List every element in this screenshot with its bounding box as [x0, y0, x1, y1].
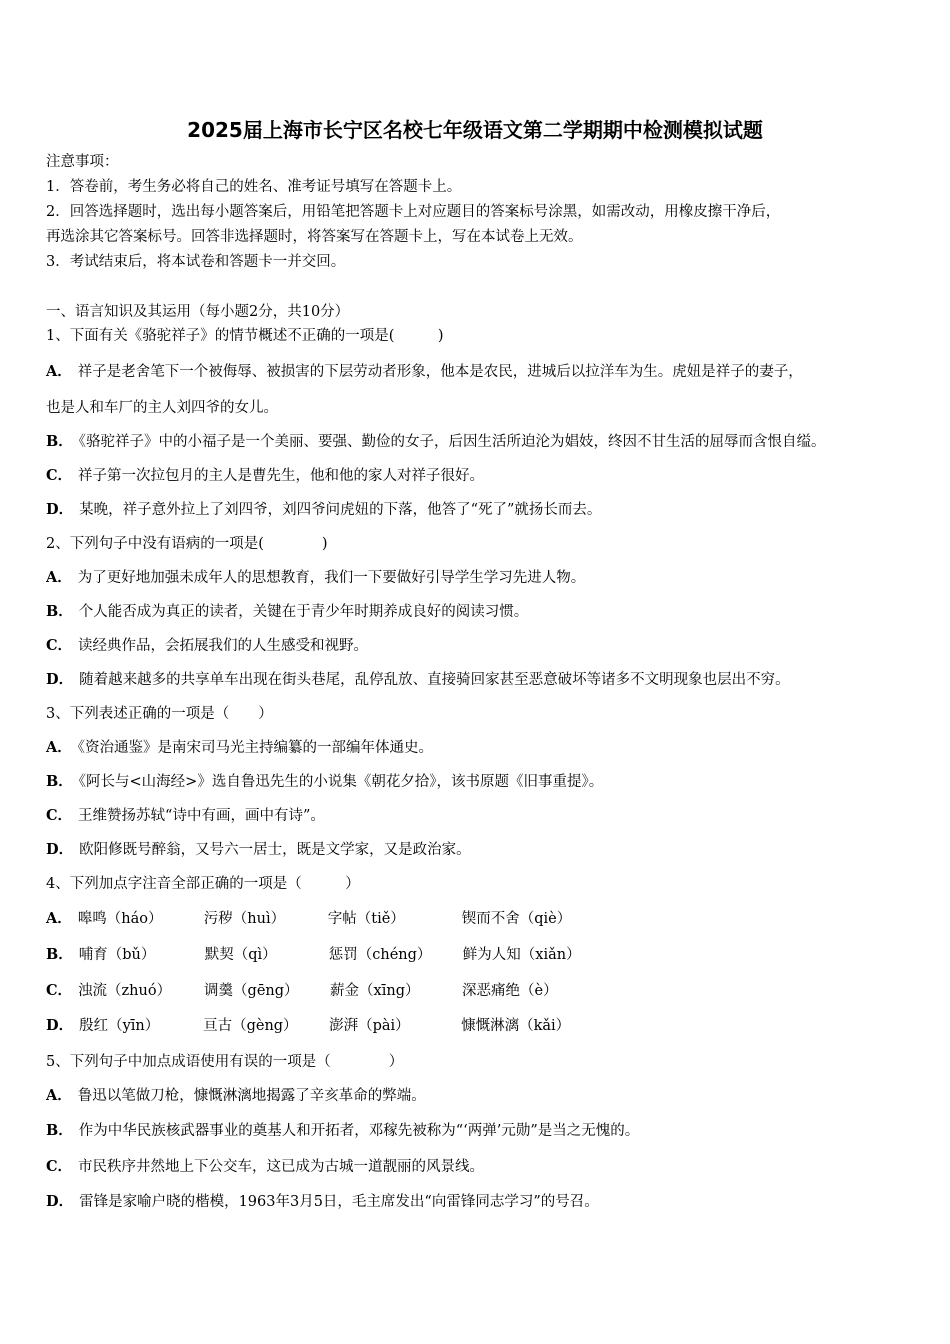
word-2: 亘古（gèng）	[203, 1018, 298, 1034]
question-2-option-a	[46, 568, 585, 588]
note-item-2: 2．回答选择题时，选出每小题答案后，用铅笔把答题卡上对应题目的答案标号涂黑，如需改动，用橡皮擦干净后，	[46, 204, 781, 220]
question-1-option-d	[46, 500, 601, 520]
question-1-option-a	[46, 362, 803, 382]
option-label: B．	[46, 603, 73, 620]
option-text: 市民秩序井然地上下公交车，这已成为古城一道靓丽的风景线。	[78, 1159, 485, 1175]
option-label: A．	[46, 1087, 72, 1104]
option-label: C．	[46, 467, 73, 484]
word-2: 默契（qì）	[204, 947, 277, 963]
option-text: 鲁迅以笔做刀枪，慷慨淋漓地揭露了辛亥革命的弊端。	[77, 1088, 426, 1104]
option-text: 《骆驼祥子》中的小福子是一个美丽、要强、勤俭的女子，后因生活所迫沦为娼妓，终因不甘生活的屈辱而含恨自缢。	[78, 434, 826, 450]
question-3-option-b	[46, 772, 603, 792]
word-4: 鲜为人知（xiǎn）	[462, 947, 581, 963]
question-3-option-d	[46, 840, 471, 860]
note-item-1: 1．答卷前，考生务必将自己的姓名、准考证号填写在答题卡上。	[46, 179, 462, 195]
option-label: C．	[46, 637, 73, 654]
option-text: 某晚，祥子意外拉上了刘四爷，刘四爷问虎妞的下落，他答了“死了”就扬长而去。	[79, 502, 602, 518]
option-label: D．	[46, 841, 74, 858]
question-4-stem: 4、下列加点字注音全部正确的一项是（ ）	[46, 876, 360, 892]
question-4-option-d	[46, 1016, 570, 1036]
question-4-option-b	[46, 945, 581, 965]
word-4: 锲而不舍（qiè）	[461, 911, 572, 927]
section-heading: 一、语言知识及其运用（每小题2分，共10分）	[46, 304, 350, 320]
note-item-3: 3．考试结束后，将本试卷和答题卡一并交回。	[46, 254, 346, 270]
word-2: 污秽（huì）	[203, 911, 286, 927]
option-label: A．	[46, 910, 72, 927]
option-text: 《阿长与<山海经>》选自鲁迅先生的小说集《朝花夕拾》，该书原题《旧事重提》。	[78, 774, 604, 790]
option-label: C．	[46, 807, 73, 824]
option-text: 《资治通鉴》是南宋司马光主持编纂的一部编年体通史。	[77, 740, 434, 756]
question-5-option-d	[46, 1192, 599, 1212]
option-text: 欧阳修既号醉翁，又号六一居士，既是文学家，又是政治家。	[79, 842, 471, 858]
option-text: 王维赞扬苏轼“诗中有画，画中有诗”。	[78, 808, 325, 824]
question-5-stem: 5、下列句子中加点成语使用有误的一项是（ ）	[46, 1054, 404, 1070]
question-1-option-c	[46, 466, 484, 486]
word-4: 深恶痛绝（è）	[462, 983, 558, 999]
option-text: 祥子第一次拉包月的主人是曹先生，他和他的家人对祥子很好。	[78, 468, 485, 484]
question-5-option-b	[46, 1121, 639, 1141]
option-text: 读经典作品，会拓展我们的人生感受和视野。	[78, 638, 369, 654]
question-5-option-a	[46, 1086, 426, 1106]
option-label: A．	[46, 739, 72, 756]
option-label: B．	[46, 433, 73, 450]
option-label: B．	[46, 773, 73, 790]
option-label: D．	[46, 1017, 74, 1034]
notes-heading: 注意事项：	[46, 154, 119, 170]
question-4-option-a	[46, 909, 571, 929]
word-2: 调羹（gēng）	[204, 983, 299, 999]
question-2-stem: 2、下列句子中没有语病的一项是( )	[46, 536, 328, 552]
question-2-option-c	[46, 636, 368, 656]
word-3: 薪金（xīng）	[330, 983, 420, 999]
question-3-option-a	[46, 738, 433, 758]
option-text: 雷锋是家喻户晓的楷模，1963年3月5日，毛主席发出“向雷锋同志学习”的号召。	[79, 1194, 599, 1210]
option-label: C．	[46, 982, 73, 999]
word-1: 殷红（yīn）	[79, 1018, 160, 1034]
word-1: 嗥鸣（háo）	[77, 911, 163, 927]
option-label: A．	[46, 363, 72, 380]
word-4: 慷慨淋漓（kǎi）	[461, 1018, 571, 1034]
option-text: 祥子是老舍笔下一个被侮辱、被损害的下层劳动者形象，他本是农民，进城后以拉洋车为生。虎妞是祥子的妻子，	[77, 364, 803, 380]
option-label: D．	[46, 1193, 74, 1210]
option-label: B．	[46, 946, 73, 963]
question-4-option-c	[46, 981, 558, 1001]
word-1: 哺育（bǔ）	[78, 947, 156, 963]
word-3: 惩罚（chéng）	[328, 947, 432, 963]
option-label: B．	[46, 1122, 73, 1139]
option-label: C．	[46, 1158, 73, 1175]
question-5-option-c	[46, 1157, 484, 1177]
option-text: 作为中华民族核武器事业的奠基人和开拓者，邓稼先被称为“‘两弹’元勋”是当之无愧的。	[78, 1123, 640, 1139]
word-3: 字帖（tiě）	[327, 911, 405, 927]
question-1-option-b	[46, 432, 826, 452]
word-3: 澎湃（pài）	[329, 1018, 410, 1034]
option-label: D．	[46, 671, 74, 688]
page-title: 2025届上海市长宁区名校七年级语文第二学期期中检测模拟试题	[187, 118, 763, 142]
question-1-stem: 1、下面有关《骆驼祥子》的情节概述不正确的一项是( )	[46, 328, 444, 344]
question-2-option-b	[46, 602, 528, 622]
word-1: 浊流（zhuó）	[78, 983, 172, 999]
option-label: D．	[46, 501, 74, 518]
option-text: 个人能否成为真正的读者，关键在于青少年时期养成良好的阅读习惯。	[78, 604, 529, 620]
question-3-option-c	[46, 806, 325, 826]
note-item-2-cont: 再选涂其它答案标号。回答非选择题时，将答案写在答题卡上，写在本试卷上无效。	[46, 229, 583, 245]
option-text: 随着越来越多的共享单车出现在街头巷尾，乱停乱放、直接骑回家甚至恶意破坏等诸多不文明现象也层出不穷。	[79, 672, 790, 688]
option-text: 为了更好地加强未成年人的思想教育，我们一下要做好引导学生学习先进人物。	[77, 570, 586, 586]
question-1-option-a-cont: 也是人和车厂的主人刘四爷的女儿。	[46, 400, 278, 416]
question-3-stem: 3、下列表述正确的一项是（ ）	[46, 706, 273, 722]
option-label: A．	[46, 569, 72, 586]
question-2-option-d	[46, 670, 790, 690]
